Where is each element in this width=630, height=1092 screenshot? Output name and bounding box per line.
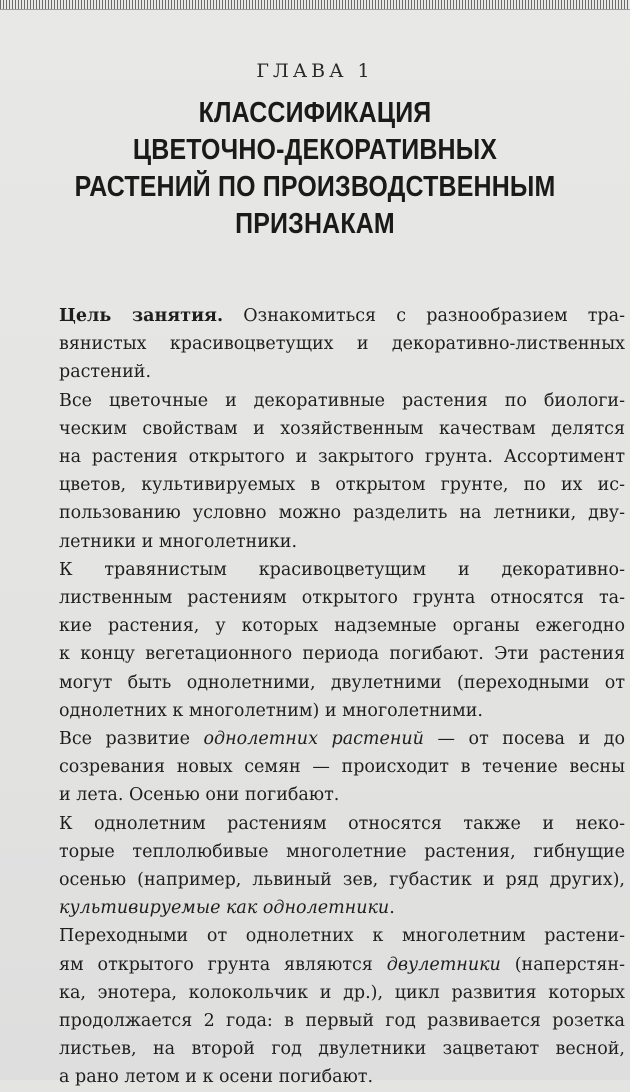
text-line [59, 951, 625, 979]
text-line: К однолетним растениям относятся также и неко- [59, 813, 625, 834]
goal-lead: Цель занятия. [59, 306, 224, 326]
chapter-title [20, 95, 610, 243]
p4-line-1a: Все развитие [59, 729, 190, 750]
paragraph-5 [59, 810, 625, 923]
body-text [59, 302, 625, 1092]
p5-emphasis: культивируемые как однолетники [59, 898, 390, 919]
p4-line-1b: — от посева и до [437, 729, 625, 750]
text-line: растений. [59, 362, 152, 383]
paragraph-6 [59, 922, 625, 1091]
chapter-title-line-2: ЦВЕТОЧНО-ДЕКОРАТИВНЫХ [132, 134, 498, 166]
text-line: и лета. Осенью они погибают. [59, 785, 340, 806]
text-line: пользованию условно можно разделить на летники, дву- [59, 503, 625, 524]
text-line [59, 725, 625, 753]
goal-line-1: Ознакомиться с разнообразием тра- [243, 306, 625, 326]
top-hatch-border [0, 0, 630, 10]
text-line: К травянистым красивоцветущим и декоративно- [59, 559, 625, 580]
text-line: вянистых красивоцветущих и декоративно-лиственных [59, 334, 625, 355]
paragraph-3 [59, 556, 625, 725]
text-line: цветов, культивируемых в открытом грунте, по их ис- [59, 475, 625, 496]
text-line: на растения открытого и закрытого грунта. Ассортимент [59, 447, 625, 468]
text-line: продолжается 2 года: в первый год развивается розетка [59, 1011, 625, 1032]
paragraph-goal [59, 302, 625, 387]
text-line: торые теплолюбивые многолетние растения, гибнущие [59, 841, 625, 862]
p4-emphasis: однолетних растений [203, 729, 424, 750]
text-line: могут быть однолетними, двулетними (переходными от [59, 672, 625, 693]
text-line: ка, энотера, колокольчик и др.), цикл развития которых [59, 982, 625, 1003]
text-line [59, 302, 625, 330]
text-line: летники и многолетники. [59, 531, 298, 552]
text-line: Все цветочные и декоративные растения по биологи- [59, 390, 625, 411]
chapter-title-line-1: КЛАССИФИКАЦИЯ [198, 97, 432, 129]
text-line: к концу вегетационного периода погибают. Эти растения [59, 644, 625, 665]
text-line: Переходными от однолетних к многолетним растени- [59, 926, 625, 947]
p6-emphasis: двулетники [386, 954, 501, 975]
text-line: лиственным растениям открытого грунта относятся та- [59, 588, 625, 609]
text-line: кие растения, у которых надземные органы ежегодно [59, 616, 625, 637]
p5-line-4b: . [389, 898, 395, 919]
text-line: листьев, на второй год двулетники зацветают весной, [59, 1039, 625, 1060]
p6-line-2b: (наперстян- [514, 954, 625, 975]
chapter-title-line-4: ПРИЗНАКАМ [235, 208, 395, 240]
chapter-label: ГЛАВА 1 [256, 60, 374, 82]
text-line: созревания новых семян — происходит в течение весны [59, 757, 625, 778]
paragraph-4 [59, 725, 625, 810]
text-line: однолетних к многолетним) и многолетними. [59, 700, 483, 721]
text-line: осенью (например, львиный зев, губастик и ряд других), [59, 870, 625, 891]
paragraph-2 [59, 387, 625, 556]
text-line: а рано летом и к осени погибают. [59, 1067, 374, 1088]
text-line [59, 894, 625, 922]
text-line: ческим свойствам и хозяйственным качествам делятся [59, 418, 625, 439]
p6-line-2a: ям открытого грунта являются [59, 954, 373, 975]
chapter-title-line-3: РАСТЕНИЙ ПО ПРОИЗВОДСТВЕННЫМ [74, 171, 556, 203]
